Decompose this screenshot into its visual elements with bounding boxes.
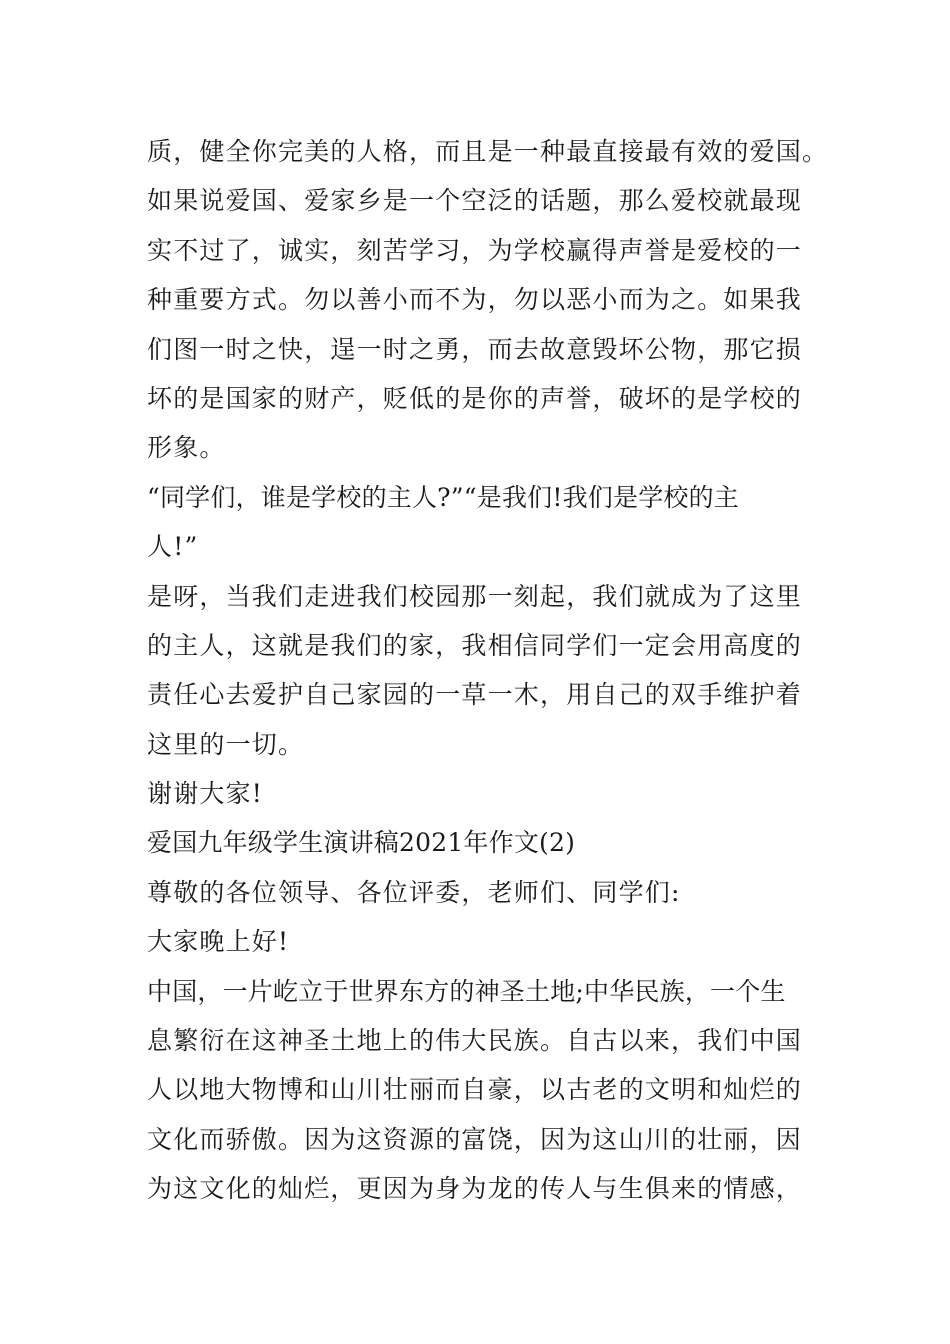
text-line: 实不过了，诚实，刻苦学习，为学校赢得声誉是爱校的一 (147, 235, 803, 265)
text-line: 的主人，这就是我们的家，我相信同学们一定会用高度的 (147, 630, 803, 660)
text-line: 形象。 (147, 433, 226, 463)
text-line: 为这文化的灿烂，更因为身为龙的传人与生俱来的情感， (147, 1174, 803, 1204)
document-body (147, 127, 829, 1214)
text-line: “同学们，谁是学校的主人?”“是我们!我们是学校的主 (147, 482, 739, 512)
text-line: 们图一时之快，逞一时之勇，而去故意毁坏公物，那它损 (147, 334, 803, 364)
text-line: 中国，一片屹立于世界东方的神圣土地;中华民族，一个生 (147, 976, 786, 1006)
text-line: 是呀，当我们走进我们校园那一刻起，我们就成为了这里 (147, 581, 803, 611)
text-line: 种重要方式。勿以善小而不为，勿以恶小而为之。如果我 (147, 285, 803, 315)
text-line: 坏的是国家的财产，贬低的是你的声誉，破坏的是学校的 (147, 383, 803, 413)
text-line: 这里的一切。 (147, 729, 305, 759)
text-line: 谢谢大家! (147, 779, 264, 809)
greeting: 大家晚上好! (147, 927, 290, 957)
text-line: 责任心去爱护自己家园的一草一木，用自己的双手维护着 (147, 680, 803, 710)
text-line: 人以地大物博和山川壮丽而自豪，以古老的文明和灿烂的 (147, 1075, 803, 1105)
salutation: 尊敬的各位领导、各位评委，老师们、同学们: (147, 877, 681, 907)
section-title: 爱国九年级学生演讲稿2021年作文(2) (147, 828, 576, 858)
text-line: 人!” (147, 532, 199, 562)
text-line: 文化而骄傲。因为这资源的富饶，因为这山川的壮丽，因 (147, 1124, 803, 1154)
text-line: 息繁衍在这神圣土地上的伟大民族。自古以来，我们中国 (147, 1026, 803, 1056)
text-line: 质，健全你完美的人格，而且是一种最直接最有效的爱国。 (147, 137, 829, 166)
text-line: 如果说爱国、爱家乡是一个空泛的话题，那么爱校就最现 (147, 186, 803, 216)
